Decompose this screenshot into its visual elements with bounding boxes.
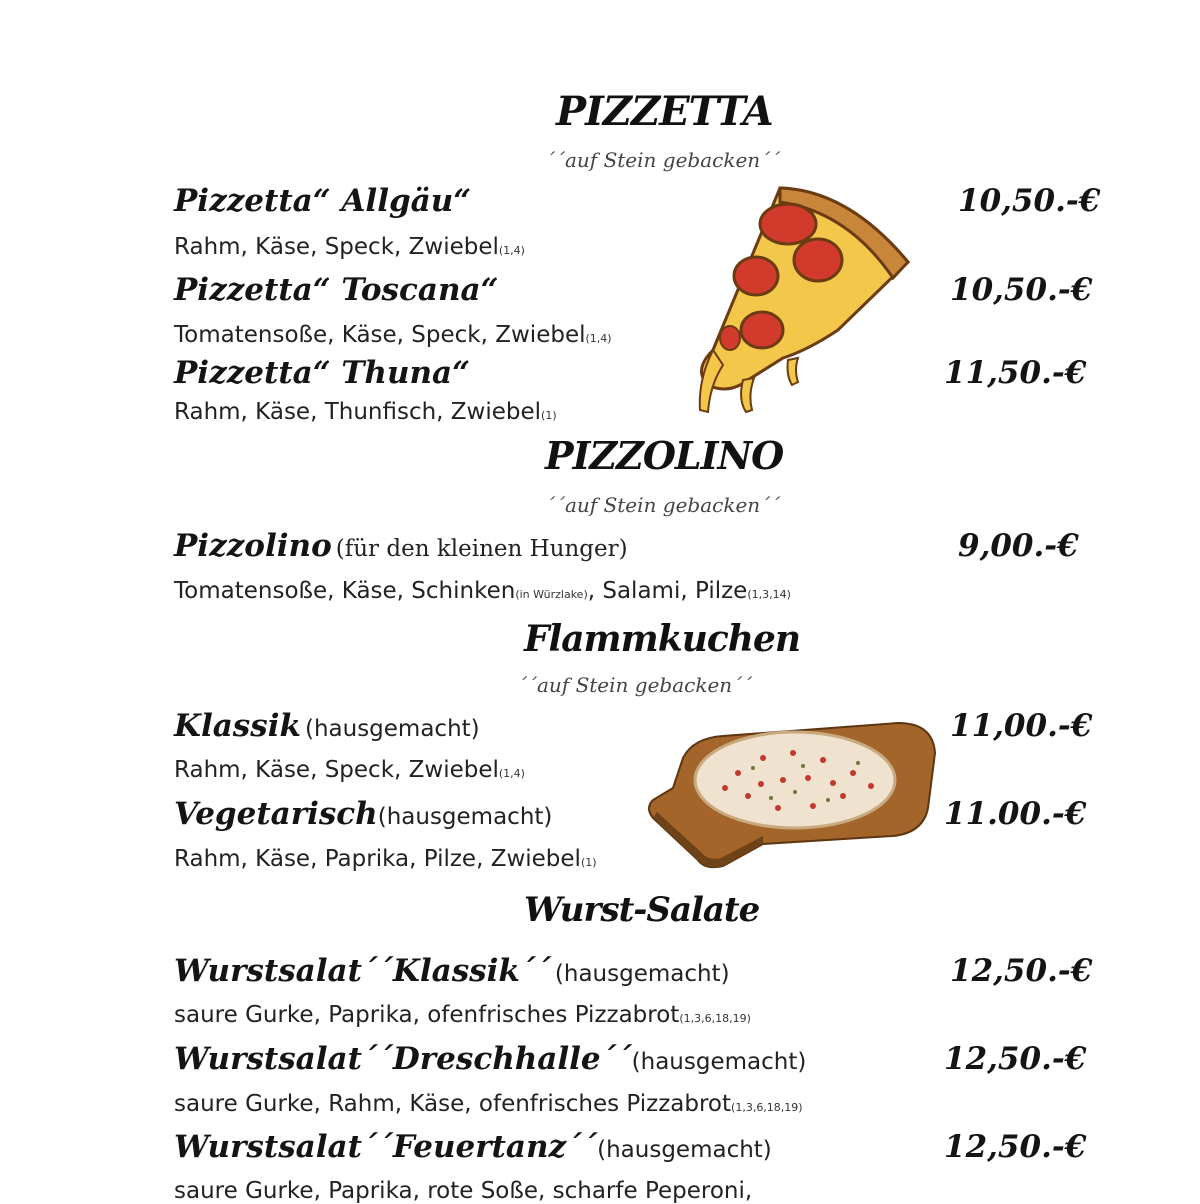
item-row-wurstsalat-dreschhalle	[174, 1041, 806, 1077]
allergen-codes: (1,3,6,18,19)	[731, 1101, 803, 1114]
section-title-wurst-salate: Wurst-Salate	[524, 890, 760, 930]
item-name-pizzolino: Pizzolino	[174, 528, 332, 564]
item-desc-text: Rahm, Käse, Speck, Zwiebel	[174, 234, 499, 260]
item-note-wurstsalat-feuertanz: (hausgemacht)	[597, 1137, 772, 1163]
item-price-pizzetta-toscana: 10,50.-€	[950, 272, 1093, 308]
item-note-wurstsalat-dreschhalle: (hausgemacht)	[631, 1049, 807, 1075]
item-desc-vegetarisch	[174, 846, 597, 872]
item-price-pizzolino: 9,00.-€	[958, 528, 1079, 564]
item-desc-text: saure Gurke, Paprika, rote Soße, scharfe Peperoni,	[174, 1178, 753, 1204]
section-subtitle-flammkuchen: ´´auf Stein gebacken´´	[517, 673, 753, 697]
item-price-vegetarisch: 11.00.-€	[944, 796, 1087, 832]
item-desc-wurstsalat-dreschhalle	[174, 1091, 803, 1117]
item-row-klassik	[174, 708, 480, 744]
pizza-slice-icon	[688, 180, 913, 415]
item-note-klassik: (hausgemacht)	[304, 716, 480, 742]
allergen-codes: (1)	[580, 856, 597, 869]
item-note-wurstsalat-klassik: (hausgemacht)	[554, 961, 730, 987]
item-desc-text: Rahm, Käse, Speck, Zwiebel	[174, 757, 499, 783]
item-price-wurstsalat-dreschhalle: 12,50.-€	[944, 1041, 1087, 1077]
allergen-codes: (1,3,14)	[747, 588, 791, 601]
item-desc-klassik	[174, 757, 525, 783]
item-desc-text: Rahm, Käse, Paprika, Pilze, Zwiebel	[174, 846, 581, 872]
item-name-klassik: Klassik	[174, 708, 301, 744]
section-title-pizzetta: PIZZETTA	[556, 88, 773, 135]
item-note-vegetarisch: (hausgemacht)	[377, 804, 553, 830]
allergen-codes: (in Würzlake)	[515, 588, 588, 601]
item-desc-pizzetta-toscana	[174, 322, 612, 348]
item-desc-pizzetta-allgaeu	[174, 234, 525, 260]
item-desc-text: , Salami, Pilze	[587, 578, 748, 604]
item-name-pizzetta-toscana: Pizzetta“ Toscana“	[174, 272, 499, 308]
section-subtitle-pizzetta: ´´auf Stein gebacken´´	[545, 148, 781, 172]
item-price-klassik: 11,00.-€	[950, 708, 1093, 744]
item-name-wurstsalat-feuertanz: Wurstsalat´´Feuertanz´´	[174, 1129, 598, 1165]
item-name-pizzetta-allgaeu: Pizzetta“ Allgäu“	[174, 183, 472, 219]
item-desc-text: Tomatensoße, Käse, Speck, Zwiebel	[174, 322, 586, 348]
item-name-vegetarisch: Vegetarisch	[174, 796, 378, 832]
item-row-pizzolino	[174, 528, 628, 564]
item-desc-pizzetta-thuna	[174, 399, 557, 425]
item-price-pizzetta-allgaeu: 10,50.-€	[958, 183, 1101, 219]
item-row-vegetarisch	[174, 796, 552, 832]
flammkuchen-board-icon	[643, 718, 938, 870]
allergen-codes: (1,4)	[498, 767, 525, 780]
section-title-pizzolino: PIZZOLINO	[545, 433, 784, 478]
section-subtitle-pizzolino: ´´auf Stein gebacken´´	[545, 493, 781, 517]
item-price-pizzetta-thuna: 11,50.-€	[944, 355, 1087, 391]
item-name-pizzetta-thuna: Pizzetta“ Thuna“	[174, 355, 470, 391]
item-note-pizzolino: (für den kleinen Hunger)	[335, 536, 628, 562]
allergen-codes: (1)	[541, 409, 557, 422]
allergen-codes: (1,3,6,18,19)	[679, 1012, 751, 1025]
item-row-wurstsalat-feuertanz	[174, 1129, 772, 1165]
item-price-wurstsalat-feuertanz: 12,50.-€	[944, 1129, 1087, 1165]
item-desc-text: Tomatensoße, Käse, Schinken	[174, 578, 516, 604]
item-desc-text: saure Gurke, Rahm, Käse, ofenfrisches Pizzabrot	[174, 1091, 732, 1117]
item-desc-text: saure Gurke, Paprika, ofenfrisches Pizzabrot	[174, 1002, 680, 1028]
item-desc-text: Rahm, Käse, Thunfisch, Zwiebel	[174, 399, 542, 425]
allergen-codes: (1,4)	[498, 244, 525, 257]
item-name-wurstsalat-klassik: Wurstsalat´´Klassik´´	[174, 953, 551, 989]
item-desc-wurstsalat-feuertanz	[174, 1178, 752, 1204]
allergen-codes: (1,4)	[585, 332, 612, 345]
item-row-wurstsalat-klassik	[174, 953, 730, 989]
item-desc-pizzolino	[174, 578, 791, 604]
section-title-flammkuchen: Flammkuchen	[524, 618, 801, 660]
item-desc-wurstsalat-klassik	[174, 1002, 751, 1028]
item-name-wurstsalat-dreschhalle: Wurstsalat´´Dreschhalle´´	[174, 1041, 632, 1077]
item-price-wurstsalat-klassik: 12,50.-€	[950, 953, 1093, 989]
